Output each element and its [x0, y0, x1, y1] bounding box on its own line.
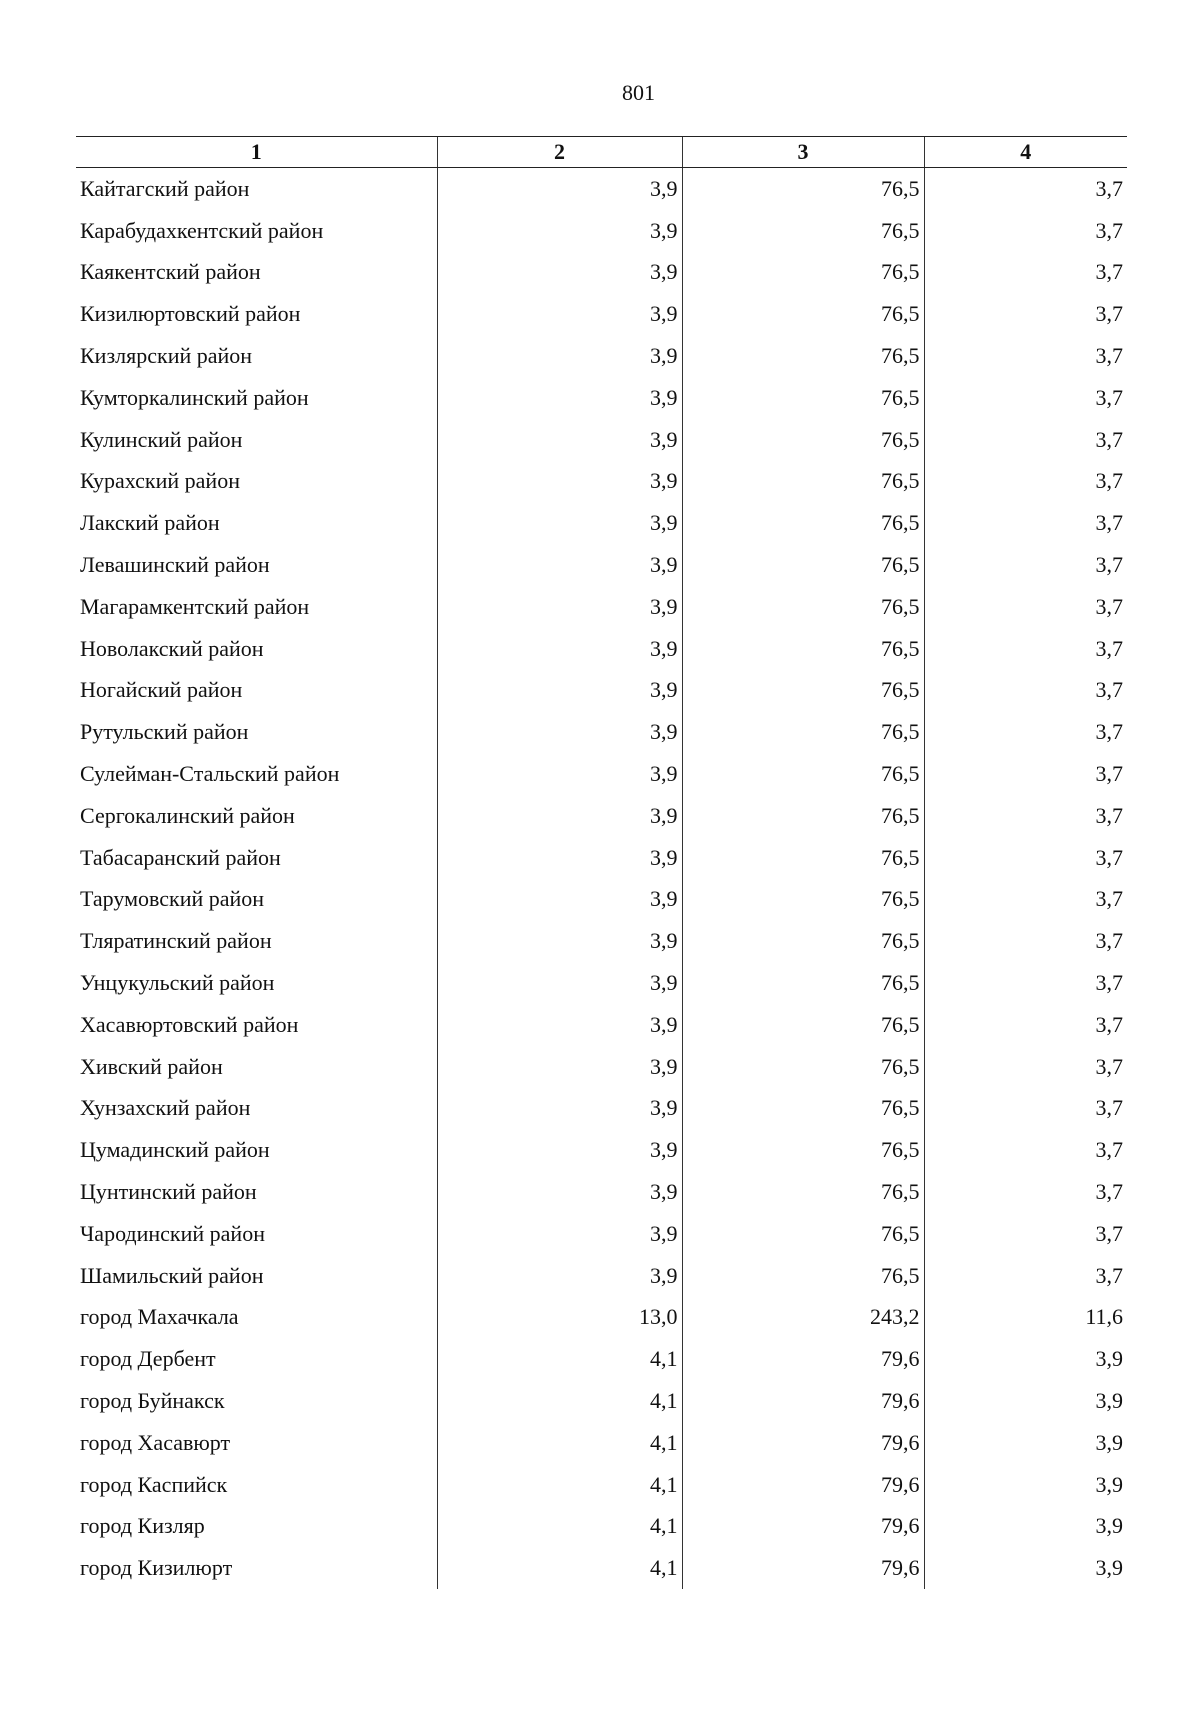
row-label: Кайтагский район [80, 175, 250, 201]
row-label: город Махачкала [80, 1304, 239, 1330]
data-table [76, 136, 1127, 1589]
table-row [76, 628, 1127, 670]
row-value-col2: 3,9 [437, 461, 682, 503]
table-row [76, 962, 1127, 1004]
table-header [76, 137, 1127, 168]
row-value-col3: 76,5 [682, 168, 924, 210]
row-value-col4: 3,7 [924, 711, 1127, 753]
table-row [76, 1046, 1127, 1088]
table-row [76, 795, 1127, 837]
row-value-col3: 76,5 [682, 1129, 924, 1171]
row-label: Ногайский район [80, 677, 243, 703]
table-row [76, 1297, 1127, 1339]
row-value-col2: 4,1 [437, 1464, 682, 1506]
table-row [76, 1338, 1127, 1380]
row-value-col2: 3,9 [437, 586, 682, 628]
row-value-col4: 3,9 [924, 1422, 1127, 1464]
row-value-col4: 3,7 [924, 544, 1127, 586]
row-value-col4: 3,7 [924, 1046, 1127, 1088]
table-row [76, 1213, 1127, 1255]
row-value-col4: 3,7 [924, 1213, 1127, 1255]
row-value-col3: 76,5 [682, 377, 924, 419]
row-value-col4: 3,7 [924, 168, 1127, 210]
row-label: Чародинский район [80, 1220, 265, 1246]
table-row [76, 252, 1127, 294]
row-value-col4: 3,7 [924, 335, 1127, 377]
row-value-col2: 3,9 [437, 628, 682, 670]
row-value-col3: 76,5 [682, 670, 924, 712]
column-header-3: 3 [682, 137, 924, 168]
row-value-col3: 76,5 [682, 335, 924, 377]
row-value-col2: 4,1 [437, 1338, 682, 1380]
row-label: Магарамкентский район [80, 593, 310, 619]
row-value-col3: 76,5 [682, 544, 924, 586]
row-label: Хасавюртовский район [80, 1011, 299, 1037]
row-value-col3: 76,5 [682, 210, 924, 252]
row-value-col2: 3,9 [437, 419, 682, 461]
row-label: Тляратинский район [80, 928, 272, 954]
row-value-col2: 3,9 [437, 168, 682, 210]
row-label: Кулинский район [80, 426, 243, 452]
table-row [76, 879, 1127, 921]
column-header-4: 4 [924, 137, 1127, 168]
row-value-col3: 76,5 [682, 586, 924, 628]
row-value-col4: 3,7 [924, 210, 1127, 252]
table-row [76, 1506, 1127, 1548]
table-row [76, 753, 1127, 795]
data-table-container [76, 136, 1127, 1589]
row-value-col4: 3,7 [924, 461, 1127, 503]
row-value-col4: 3,9 [924, 1464, 1127, 1506]
row-label: Курахский район [80, 468, 240, 494]
row-value-col3: 76,5 [682, 461, 924, 503]
table-row [76, 1088, 1127, 1130]
table-row [76, 1380, 1127, 1422]
row-label: Рутульский район [80, 719, 249, 745]
table-row [76, 210, 1127, 252]
table-row [76, 920, 1127, 962]
table-row [76, 461, 1127, 503]
table-row [76, 377, 1127, 419]
row-value-col2: 3,9 [437, 1213, 682, 1255]
row-label: Хунзахский район [80, 1095, 251, 1121]
row-value-col3: 76,5 [682, 711, 924, 753]
row-value-col2: 3,9 [437, 879, 682, 921]
row-value-col3: 79,6 [682, 1422, 924, 1464]
table-row [76, 419, 1127, 461]
row-label: город Дербент [80, 1346, 216, 1372]
row-value-col4: 3,7 [924, 837, 1127, 879]
row-value-col3: 76,5 [682, 962, 924, 1004]
row-value-col4: 3,7 [924, 1255, 1127, 1297]
row-label: Каякентский район [80, 259, 261, 285]
row-value-col2: 3,9 [437, 1088, 682, 1130]
row-value-col4: 3,7 [924, 252, 1127, 294]
table-row [76, 168, 1127, 210]
row-label: Новолакский район [80, 635, 264, 661]
row-label: Тарумовский район [80, 886, 265, 912]
table-row [76, 1464, 1127, 1506]
row-value-col2: 3,9 [437, 795, 682, 837]
row-value-col4: 3,7 [924, 670, 1127, 712]
row-value-col4: 3,7 [924, 795, 1127, 837]
row-value-col3: 76,5 [682, 837, 924, 879]
row-label: Левашинский район [80, 552, 270, 578]
row-value-col2: 3,9 [437, 837, 682, 879]
header-row [76, 137, 1127, 168]
row-value-col2: 3,9 [437, 377, 682, 419]
row-value-col4: 3,7 [924, 1171, 1127, 1213]
row-value-col4: 3,7 [924, 1088, 1127, 1130]
row-value-col3: 76,5 [682, 1004, 924, 1046]
row-value-col4: 3,7 [924, 377, 1127, 419]
row-value-col3: 79,6 [682, 1464, 924, 1506]
table-row [76, 1171, 1127, 1213]
row-value-col3: 76,5 [682, 1255, 924, 1297]
row-value-col2: 3,9 [437, 670, 682, 712]
row-value-col2: 4,1 [437, 1380, 682, 1422]
row-value-col4: 3,7 [924, 586, 1127, 628]
row-value-col3: 79,6 [682, 1506, 924, 1548]
row-value-col3: 79,6 [682, 1547, 924, 1589]
table-row [76, 335, 1127, 377]
table-row [76, 1004, 1127, 1046]
table-row [76, 293, 1127, 335]
row-value-col4: 3,7 [924, 1004, 1127, 1046]
row-value-col2: 3,9 [437, 920, 682, 962]
row-value-col3: 76,5 [682, 753, 924, 795]
table-row [76, 1129, 1127, 1171]
row-value-col3: 76,5 [682, 293, 924, 335]
row-value-col4: 3,7 [924, 628, 1127, 670]
row-label: Лакский район [80, 510, 220, 536]
row-value-col2: 3,9 [437, 1171, 682, 1213]
row-label: Цунтинский район [80, 1179, 257, 1205]
row-value-col2: 3,9 [437, 711, 682, 753]
row-value-col2: 4,1 [437, 1422, 682, 1464]
row-value-col3: 76,5 [682, 628, 924, 670]
row-label: Унцукульский район [80, 970, 275, 996]
row-value-col2: 3,9 [437, 502, 682, 544]
row-value-col2: 3,9 [437, 1255, 682, 1297]
table-row [76, 670, 1127, 712]
table-body [76, 168, 1127, 1590]
row-value-col3: 76,5 [682, 1171, 924, 1213]
row-value-col2: 3,9 [437, 544, 682, 586]
row-value-col2: 3,9 [437, 210, 682, 252]
row-value-col3: 79,6 [682, 1338, 924, 1380]
row-label: Кизлярский район [80, 343, 253, 369]
table-row [76, 502, 1127, 544]
row-label: город Кизилюрт [80, 1555, 233, 1581]
row-value-col4: 3,9 [924, 1547, 1127, 1589]
table-row [76, 711, 1127, 753]
column-header-1: 1 [76, 137, 437, 168]
row-label: город Кизляр [80, 1513, 205, 1539]
row-value-col3: 76,5 [682, 1046, 924, 1088]
table-row [76, 1422, 1127, 1464]
row-label: Сулейман-Стальский район [80, 761, 340, 787]
row-label: Кизилюртовский район [80, 301, 301, 327]
table-row [76, 837, 1127, 879]
row-label: Табасаранский район [80, 844, 281, 870]
row-value-col4: 3,9 [924, 1380, 1127, 1422]
table-row [76, 1255, 1127, 1297]
row-value-col2: 4,1 [437, 1506, 682, 1548]
row-value-col2: 3,9 [437, 252, 682, 294]
row-value-col3: 76,5 [682, 1213, 924, 1255]
column-header-2: 2 [437, 137, 682, 168]
row-label: город Хасавюрт [80, 1429, 231, 1455]
row-value-col4: 3,7 [924, 293, 1127, 335]
row-value-col3: 76,5 [682, 1088, 924, 1130]
row-value-col3: 76,5 [682, 252, 924, 294]
table-row [76, 544, 1127, 586]
row-label: Хивский район [80, 1053, 223, 1079]
row-value-col3: 76,5 [682, 879, 924, 921]
row-value-col2: 13,0 [437, 1297, 682, 1339]
row-value-col4: 3,7 [924, 419, 1127, 461]
row-value-col3: 76,5 [682, 920, 924, 962]
row-label: Карабудахкентский район [80, 217, 324, 243]
row-value-col3: 79,6 [682, 1380, 924, 1422]
row-value-col4: 3,7 [924, 753, 1127, 795]
row-label: город Буйнакск [80, 1388, 225, 1413]
row-value-col4: 3,9 [924, 1338, 1127, 1380]
row-value-col2: 3,9 [437, 962, 682, 1004]
row-label: Цумадинский район [80, 1137, 270, 1163]
row-value-col4: 3,9 [924, 1506, 1127, 1548]
table-row [76, 1547, 1127, 1589]
row-value-col4: 3,7 [924, 879, 1127, 921]
row-value-col2: 3,9 [437, 1046, 682, 1088]
table-row [76, 586, 1127, 628]
row-value-col4: 11,6 [924, 1297, 1127, 1339]
page-number: 801 [622, 80, 655, 105]
row-value-col3: 243,2 [682, 1297, 924, 1339]
row-value-col2: 3,9 [437, 1004, 682, 1046]
row-value-col4: 3,7 [924, 1129, 1127, 1171]
row-value-col2: 4,1 [437, 1547, 682, 1589]
row-label: Сергокалинский район [80, 802, 295, 828]
row-label: Шамильский район [80, 1262, 264, 1288]
row-value-col2: 3,9 [437, 753, 682, 795]
row-value-col4: 3,7 [924, 962, 1127, 1004]
row-value-col4: 3,7 [924, 920, 1127, 962]
row-label: Кумторкалинский район [80, 384, 309, 410]
row-value-col4: 3,7 [924, 502, 1127, 544]
row-value-col3: 76,5 [682, 419, 924, 461]
row-value-col2: 3,9 [437, 335, 682, 377]
row-label: город Каспийск [80, 1471, 228, 1497]
row-value-col3: 76,5 [682, 502, 924, 544]
row-value-col2: 3,9 [437, 1129, 682, 1171]
row-value-col2: 3,9 [437, 293, 682, 335]
row-value-col3: 76,5 [682, 795, 924, 837]
